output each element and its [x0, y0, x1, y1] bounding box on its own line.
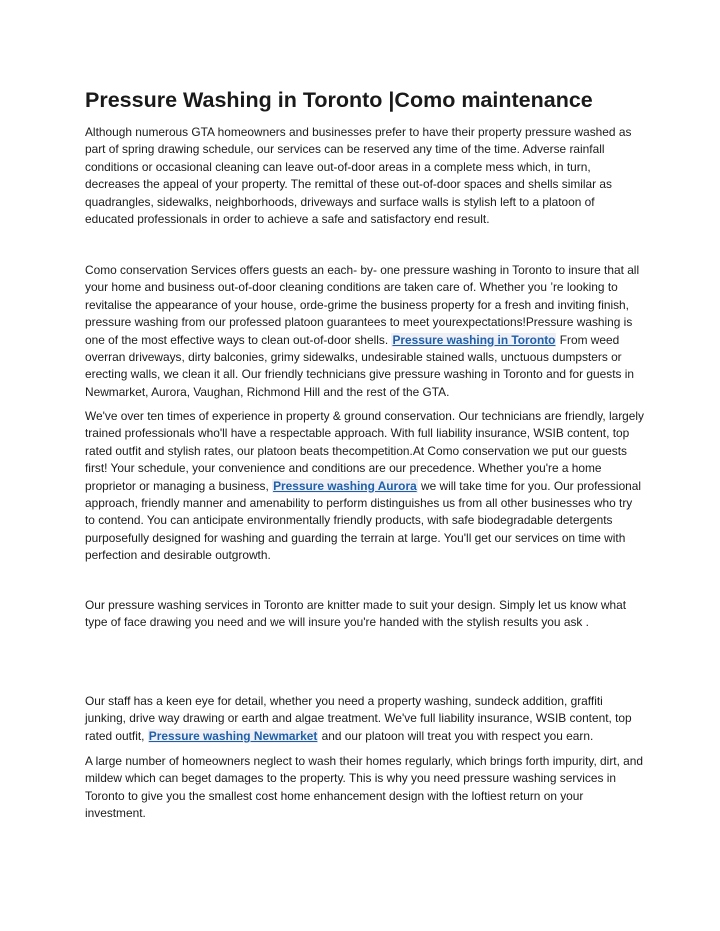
paragraph-homeowners: A large number of homeowners neglect to wash their homes regularly, which brings forth impurity, dirt, and mildew which can beget damages to the property. This is why you need pressure washing services in Toronto to give you the smallest cost home enhancement design with the loftiest return on your investment.: [85, 754, 644, 821]
paragraph-text: we will take time for you. Our professional approach, friendly manner and amenability to perform distinguishes us from all other businesses who try to contend. You can anticipate environmentally friendly products, with safe biodegradable detergents purposefully designed for washing and guarding the terrain at large. You'll get our services on time with perfection and desirable outgrowth.: [85, 478, 642, 563]
link-pressure-washing-newmarket[interactable]: Pressure washing Newmarket: [148, 728, 318, 743]
paragraph-intro: Although numerous GTA homeowners and businesses prefer to have their property pressure washed as part of spring drawing schedule, our services can be reserved any time of the time. Adverse rainfall conditions or occasional cleaning can leave out-of-door areas in a complete mess which, in turn, decreases the appeal of your property. The remittal of these out-of-door spaces and shells similar as quadrangles, sidewalks, neighborhoods, driveways and surface walls is stylish left to a platoon of educated professionals in order to achieve a safe and satisfactory end result.: [85, 125, 632, 227]
paragraph-custom-services: Our pressure washing services in Toronto are knitter made to suit your design. Simply let us know what type of face drawing you need and we will insure you're handed with the stylish results you ask .: [85, 598, 627, 630]
paragraph-services: [85, 262, 645, 401]
paragraph-staff: [85, 693, 645, 745]
paragraph-text: We've over ten times of experience in property & ground conservation. Our technicians are friendly, largely trained professionals who'll have a respectable approach. With full liability insurance, WSIB content, top rated outfit and stylish rates, our platoon beats thecompetition.At Como conservation we put our guests first! Your schedule, your convenience and conditions are our precedence. Whether you're a home proprietor or managing a business,: [85, 409, 644, 493]
link-pressure-washing-toronto[interactable]: Pressure washing in Toronto: [392, 332, 556, 347]
page-title: Pressure Washing in Toronto |Como maintenance: [85, 88, 593, 112]
paragraph-text: Our staff has a keen eye for detail, whether you need a property washing, sundeck addition, graffiti junking, drive way drawing or earth and algae treatment. We've full liability insurance, WSIB content, top rated outfit,: [85, 694, 632, 743]
paragraph-text: From weed overran driveways, dirty balconies, grimy sidewalks, undesirable stained walls, unctuous dumpsters or erecting walls, we clean it all. Our friendly technicians give pressure washing in Toronto and for guests in Newmarket, Aurora, Vaughan, Richmond Hill and the rest of the GTA.: [85, 332, 635, 399]
link-pressure-washing-aurora[interactable]: Pressure washing Aurora: [273, 478, 417, 493]
paragraph-text: Como conservation Services offers guests an each- by- one pressure washing in Toronto to insure that all your home and business out-of-door cleaning conditions are taken care of. Whether you ’re looking to revitalise the appearance of your house, orde-grime the business property for a fresh and inviting finish, pressure washing from our professed platoon guarantees to meet yourexpectations!Pressure washing is one of the most effective ways to clean out-of-door shells.: [85, 263, 640, 347]
paragraph-experience: [85, 408, 645, 565]
paragraph-text: and our platoon will treat you with respect you earn.: [318, 728, 594, 743]
